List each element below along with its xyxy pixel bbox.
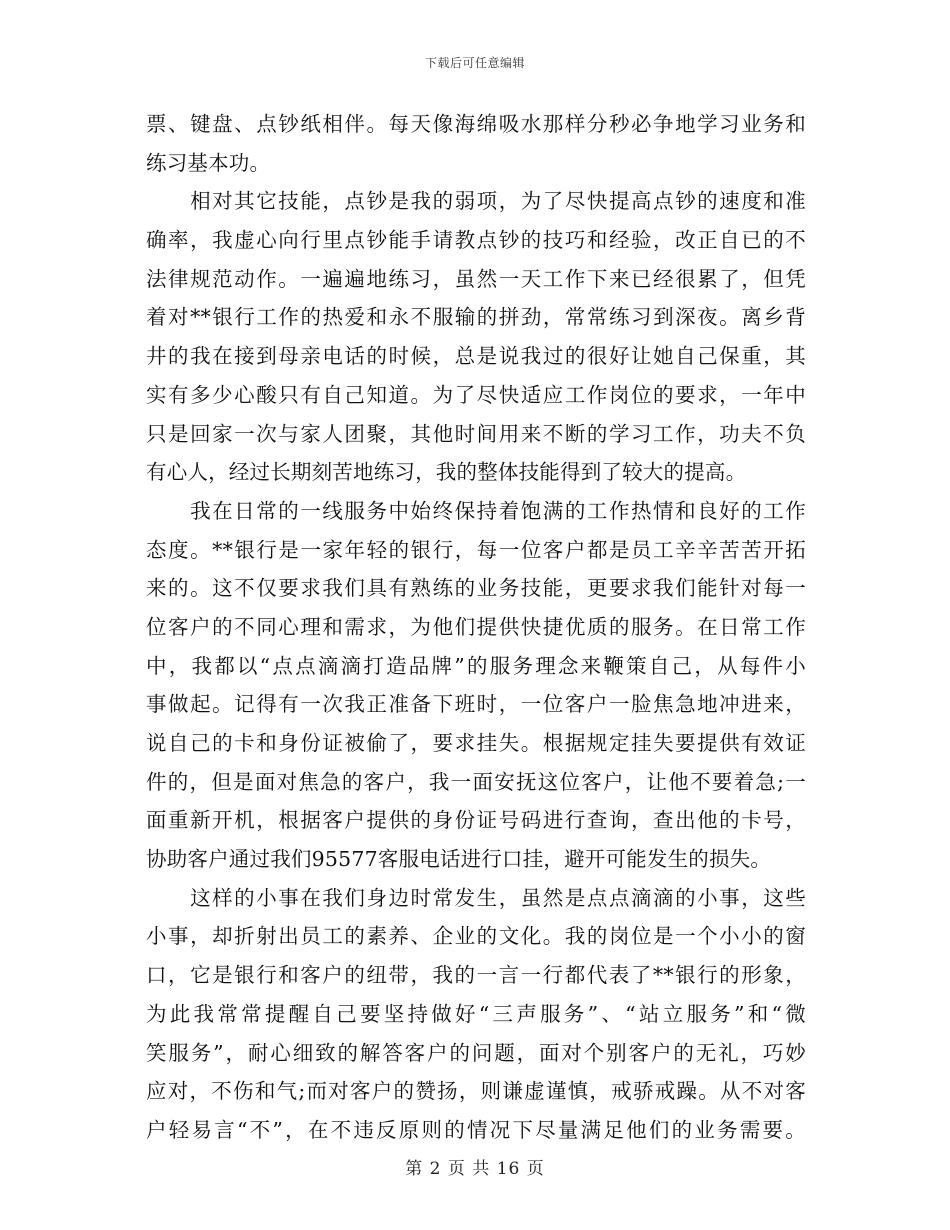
- page-footer: 第 2 页 共 16 页: [405, 1159, 545, 1179]
- text-line: 户轻易言“不”，在不违反原则的情况下尽量满足他们的业务需要。: [146, 1117, 806, 1142]
- text-line: 实有多少心酸只有自己知道。为了尽快适应工作岗位的要求，一年中: [146, 382, 806, 407]
- text-line: 确率，我虚心向行里点钞能手请教点钞的技巧和经验，改正自已的不: [146, 228, 806, 253]
- text-line: 应对，不伤和气;而对客户的赞扬，则谦虚谨慎，戒骄戒躁。从不对客: [146, 1079, 806, 1104]
- text-line: 练习基本功。: [146, 150, 271, 175]
- text-line: 笑服务”，耐心细致的解答客户的问题，面对个别客户的无礼，巧妙: [146, 1040, 806, 1065]
- text-line: 井的我在接到母亲电话的时候，总是说我过的很好让她自己保重，其: [146, 344, 806, 369]
- text-line: 协助客户通过我们95577客服电话进行口挂，避开可能发生的损失。: [146, 847, 772, 872]
- text-line: 口，它是银行和客户的纽带，我的一言一行都代表了**银行的形象，: [146, 963, 806, 988]
- text-line: 件的，但是面对焦急的客户，我一面安抚这位客户，让他不要着急;一: [146, 769, 806, 794]
- text-line: 只是回家一次与家人团聚，其他时间用来不断的学习工作，功夫不负: [146, 421, 806, 446]
- text-line: 位客户的不同心理和需求，为他们提供快捷优质的服务。在日常工作: [146, 614, 806, 639]
- page-header: 下载后可任意编辑: [424, 56, 525, 70]
- text-line: 这样的小事在我们身边时常发生，虽然是点点滴滴的小事，这些: [146, 885, 806, 910]
- text-line: 为此我常常提醒自己要坚持做好“三声服务”、“站立服务”和“微: [146, 1001, 806, 1026]
- text-line: 相对其它技能，点钞是我的弱项，为了尽快提高点钞的速度和准: [146, 189, 806, 214]
- text-line: 小事，却折射出员工的素养、企业的文化。我的岗位是一个小小的窗: [146, 924, 806, 949]
- text-line: 着对**银行工作的热爱和永不服输的拼劲，常常练习到深夜。离乡背: [146, 305, 806, 330]
- document-body: [146, 105, 806, 1150]
- text-line: 态度。**银行是一家年轻的银行，每一位客户都是员工辛辛苦苦开拓: [146, 537, 806, 562]
- text-line: 面重新开机，根据客户提供的身份证号码进行查询，查出他的卡号，: [146, 808, 806, 833]
- text-line: 我在日常的一线服务中始终保持着饱满的工作热情和良好的工作: [146, 498, 806, 523]
- text-line: 法律规范动作。一遍遍地练习，虽然一天工作下来已经很累了，但凭: [146, 266, 806, 291]
- text-line: 事做起。记得有一次我正准备下班时，一位客户一脸焦急地冲进来，: [146, 692, 806, 717]
- text-line: 来的。这不仅要求我们具有熟练的业务技能，更要求我们能针对每一: [146, 576, 806, 601]
- text-line: 中，我都以“点点滴滴打造品牌”的服务理念来鞭策自己，从每件小: [146, 653, 806, 678]
- text-line: 有心人，经过长期刻苦地练习，我的整体技能得到了较大的提高。: [146, 460, 747, 485]
- text-line: 说自己的卡和身份证被偷了，要求挂失。根据规定挂失要提供有效证: [146, 731, 806, 755]
- text-line: 票、键盘、点钞纸相伴。每天像海绵吸水那样分秒必争地学习业务和: [146, 112, 806, 136]
